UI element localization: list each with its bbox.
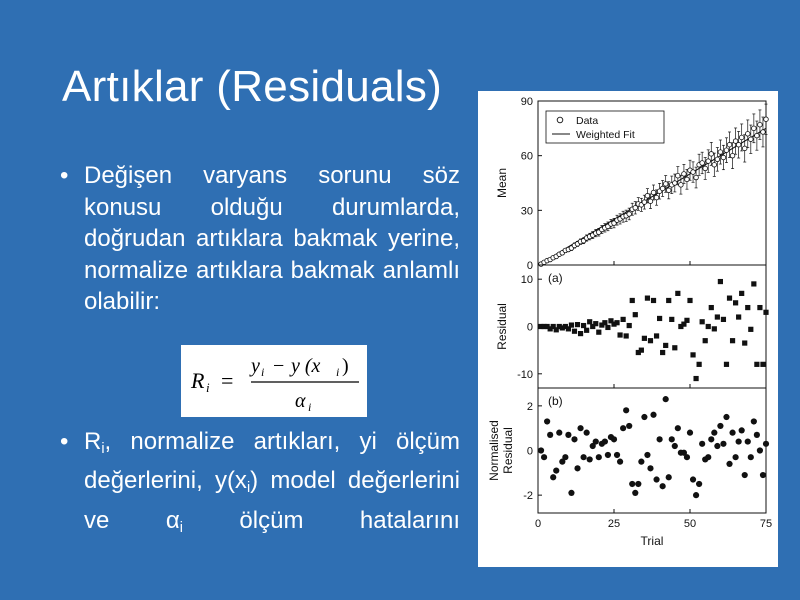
residual-point	[602, 320, 607, 325]
data-point	[755, 133, 760, 138]
data-point	[736, 142, 741, 147]
residual-point	[669, 317, 674, 322]
residual-point	[593, 321, 598, 326]
residual-point	[760, 362, 765, 367]
normalised-residual-point	[699, 441, 705, 447]
normalised-residual-point	[565, 432, 571, 438]
data-point	[691, 170, 696, 175]
x-tick-label: 25	[607, 518, 621, 530]
normalised-residual-point	[739, 427, 745, 433]
residual-point	[578, 331, 583, 336]
panel-label: (b)	[548, 394, 563, 408]
residual-point	[690, 352, 695, 357]
normalised-residual-point	[553, 467, 559, 473]
bullet-dot-icon: •	[60, 162, 69, 189]
residual-point	[718, 279, 723, 284]
normalised-residual-point	[696, 481, 702, 487]
residual-point	[684, 318, 689, 323]
residual-point	[624, 333, 629, 338]
data-point	[752, 126, 757, 131]
data-point	[761, 130, 766, 135]
formula-num-x-sub: i	[336, 365, 340, 379]
data-point	[685, 177, 690, 182]
data-point	[718, 150, 723, 155]
normalised-residual-point	[660, 483, 666, 489]
formula-den-sub: i	[308, 400, 312, 414]
residual-point	[617, 332, 622, 337]
data-point	[703, 166, 708, 171]
normalised-residual-point	[754, 432, 760, 438]
panel-label: (a)	[548, 271, 563, 285]
legend-label-data: Data	[576, 115, 599, 127]
normalised-residual-point	[581, 454, 587, 460]
residual-point	[630, 298, 635, 303]
normalised-residual-point	[717, 423, 723, 429]
residual-point	[751, 281, 756, 286]
normalised-residual-point	[635, 481, 641, 487]
normalised-residual-point	[672, 443, 678, 449]
formula-num-close: )	[342, 355, 349, 377]
residual-point	[654, 333, 659, 338]
normalised-residual-point	[675, 425, 681, 431]
residual-point	[587, 319, 592, 324]
formula-lhs: R	[191, 368, 205, 393]
normalised-residual-point	[745, 438, 751, 444]
data-point	[660, 186, 665, 191]
residual-point	[666, 298, 671, 303]
slide-title: Artıklar (Residuals)	[62, 62, 443, 111]
normalised-residual-point	[714, 443, 720, 449]
residual-point	[627, 323, 632, 328]
residual-point	[703, 338, 708, 343]
normalised-residual-point	[538, 447, 544, 453]
residual-point	[663, 343, 668, 348]
y-axis-label: Residual	[495, 303, 509, 350]
residual-point	[739, 291, 744, 296]
normalised-residual-point	[632, 490, 638, 496]
bullet-item	[60, 426, 460, 545]
residual-point	[733, 300, 738, 305]
legend-label-fit: Weighted Fit	[576, 129, 635, 141]
bullet-item	[60, 160, 460, 318]
y-tick-label: 30	[520, 205, 533, 218]
normalised-residual-point	[571, 436, 577, 442]
normalised-residual-point	[647, 465, 653, 471]
normalised-residual-point	[705, 454, 711, 460]
normalised-residual-point	[742, 472, 748, 478]
y-tick-label: 0	[526, 260, 533, 272]
y-tick-label: -10	[517, 368, 533, 381]
residual-point	[709, 305, 714, 310]
normalised-residual-point	[751, 418, 757, 424]
residual-point	[757, 305, 762, 310]
data-point	[709, 152, 714, 157]
data-point	[715, 157, 720, 162]
residual-point	[572, 329, 577, 334]
normalised-residual-point	[669, 436, 675, 442]
residual-figure	[478, 91, 778, 567]
normalised-residual-point	[726, 461, 732, 467]
y-tick-label: 2	[526, 400, 533, 413]
formula-num-y: y	[251, 355, 260, 377]
y-tick-label: 0	[526, 445, 533, 458]
normalised-residual-point	[687, 430, 693, 436]
data-point	[706, 159, 711, 164]
normalised-residual-point	[629, 481, 635, 487]
residual-point	[660, 350, 665, 355]
normalised-residual-point	[605, 452, 611, 458]
residual-point	[575, 322, 580, 327]
data-point	[749, 137, 754, 142]
y-axis-label: Mean	[495, 167, 509, 199]
normalised-residual-point	[568, 490, 574, 496]
data-point	[682, 172, 687, 177]
normalised-residual-point	[644, 452, 650, 458]
residual-point	[754, 362, 759, 367]
normalised-residual-point	[556, 430, 562, 436]
residual-point	[687, 298, 692, 303]
y-tick-label: 0	[526, 321, 533, 334]
residual-point	[584, 328, 589, 333]
y-tick-label: 60	[520, 150, 533, 163]
normalised-residual-point	[763, 441, 769, 447]
formula-box	[181, 345, 367, 417]
normalised-residual-point	[708, 436, 714, 442]
x-axis-label: Trial	[640, 534, 664, 548]
data-point	[642, 200, 647, 205]
normalised-residual-point	[562, 454, 568, 460]
data-point	[742, 146, 747, 151]
residual-point	[675, 291, 680, 296]
normalised-residual-point	[547, 432, 553, 438]
data-point	[651, 190, 656, 195]
residual-point	[730, 338, 735, 343]
normalised-residual-point	[611, 436, 617, 442]
residual-point	[712, 326, 717, 331]
bullet-dot-icon: •	[60, 427, 69, 455]
normalised-residual-point	[690, 476, 696, 482]
residual-point	[621, 317, 626, 322]
residual-plot-svg	[478, 91, 778, 567]
formula-equals: =	[221, 368, 234, 393]
normalised-residual-point	[711, 430, 717, 436]
residual-point	[642, 336, 647, 341]
data-point	[727, 142, 732, 147]
formula-den: α	[295, 390, 306, 412]
normalised-residual-point	[760, 472, 766, 478]
normalised-residual-point	[729, 430, 735, 436]
normalised-residual-point	[626, 423, 632, 429]
residual-point	[736, 314, 741, 319]
data-point	[666, 188, 671, 193]
normalised-residual-point	[641, 414, 647, 420]
residual-point	[645, 296, 650, 301]
residual-point	[706, 324, 711, 329]
residual-point	[581, 323, 586, 328]
residual-point	[657, 316, 662, 321]
data-point	[663, 182, 668, 187]
normalised-residual-point	[623, 407, 629, 413]
residual-point	[569, 322, 574, 327]
normalised-residual-point	[544, 418, 550, 424]
normalised-residual-point	[587, 456, 593, 462]
normalised-residual-point	[614, 452, 620, 458]
normalised-residual-point	[720, 441, 726, 447]
normalised-residual-point	[577, 425, 583, 431]
normalised-residual-point	[593, 438, 599, 444]
residual-point	[742, 340, 747, 345]
residual-point	[596, 330, 601, 335]
data-point	[700, 161, 705, 166]
data-point	[764, 117, 769, 122]
formula-lhs-sub: i	[206, 380, 210, 395]
data-point	[745, 132, 750, 137]
normalised-residual-point	[620, 425, 626, 431]
residual-point	[745, 305, 750, 310]
normalised-residual-point	[757, 447, 763, 453]
normalised-residual-point	[653, 476, 659, 482]
residual-point	[648, 338, 653, 343]
normalised-residual-point	[693, 492, 699, 498]
data-point	[739, 135, 744, 140]
y-tick-label: 90	[520, 96, 533, 108]
residual-point	[605, 325, 610, 330]
normalised-residual-point	[638, 459, 644, 465]
x-tick-label: 0	[534, 518, 542, 530]
residual-point	[727, 296, 732, 301]
residual-point	[614, 320, 619, 325]
normalised-residual-point	[733, 454, 739, 460]
y-tick-label: 10	[520, 274, 533, 287]
residual-point	[633, 312, 638, 317]
residual-point	[697, 362, 702, 367]
normalised-residual-point	[723, 414, 729, 420]
normalised-residual-point	[617, 459, 623, 465]
normalised-residual-point	[574, 465, 580, 471]
formula-num-rest: y (x	[291, 355, 321, 377]
formula-num-minus: −	[273, 355, 285, 377]
normalised-residual-point	[596, 454, 602, 460]
y-axis-label: Normalised	[487, 420, 501, 481]
data-point	[724, 148, 729, 153]
residual-point	[693, 376, 698, 381]
normalised-residual-point	[666, 474, 672, 480]
data-point	[694, 175, 699, 180]
residual-point	[763, 310, 768, 315]
formula-num-y-sub: i	[261, 365, 265, 379]
normalized-residual-formula	[181, 345, 367, 417]
normalised-residual-point	[748, 454, 754, 460]
bullet-text: Değişen varyans sorunu söz konusu olduğu durumlarda, doğrudan artıklara bakmak yerine, normalize artıklara bakmak anlamlı olabilir:	[84, 162, 460, 315]
normalised-residual-point	[584, 430, 590, 436]
data-point	[712, 162, 717, 167]
legend-data-marker	[557, 117, 563, 123]
residual-point	[700, 319, 705, 324]
normalised-residual-point	[602, 438, 608, 444]
normalised-residual-point	[663, 396, 669, 402]
normalised-residual-point	[650, 412, 656, 418]
residual-point	[748, 327, 753, 332]
data-point	[758, 122, 763, 127]
data-point	[721, 155, 726, 160]
normalised-residual-point	[736, 438, 742, 444]
residual-point	[715, 314, 720, 319]
residual-point	[721, 317, 726, 322]
x-tick-label: 75	[759, 518, 773, 530]
x-tick-label: 50	[683, 518, 697, 530]
normalised-residual-point	[684, 454, 690, 460]
residual-point	[651, 298, 656, 303]
normalised-residual-point	[657, 436, 663, 442]
normalised-residual-point	[550, 474, 556, 480]
residual-point	[672, 345, 677, 350]
residual-point	[639, 348, 644, 353]
y-tick-label: -2	[523, 490, 533, 503]
bullet-text: $R_i$, normalize artıkları, yi ölçüm değerlerini, $y(x_i)$ model değerlerini ve $\alpha_i$ ölçüm hatalarını	[84, 427, 460, 536]
y-axis-label: Residual	[501, 427, 515, 474]
normalised-residual-point	[541, 454, 547, 460]
residual-point	[724, 362, 729, 367]
